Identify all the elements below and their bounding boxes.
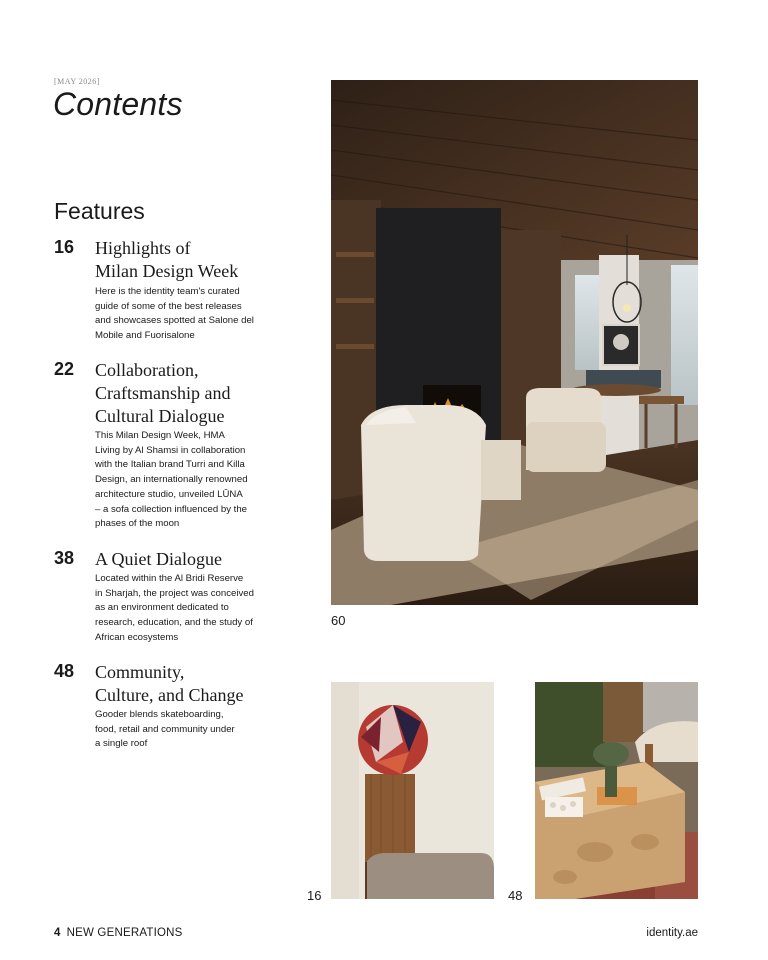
coffee-table-photo[interactable]	[535, 682, 698, 899]
footer-page-info	[54, 927, 183, 939]
feature-page-number: 22	[54, 359, 75, 379]
photo-caption-page: 48	[508, 888, 523, 903]
footer-section-name: NEW GENERATIONS	[66, 927, 183, 939]
footer-website-link[interactable]: identity.ae	[646, 927, 698, 939]
feature-description: Located within the Al Bridi Reserve in Sharjah, the project was conceived as an environment dedicated to research, education, and the study of African ecosystems	[95, 573, 254, 643]
feature-title[interactable]: Community, Culture, and Change	[95, 662, 244, 705]
footer-page-number: 4	[54, 927, 61, 939]
feature-description: Here is the identity team's curated guide of some of the best releases and showcases spotted at Salone del Mobile and Fuorisalone	[95, 286, 254, 342]
feature-description: This Milan Design Week, HMA Living by Al Shamsi in collaboration with the Italian brand Turri and Killa Design, an internationally renowned architecture studio, unveiled LŪNA – a sofa collection influenced by the phases of the moon	[95, 430, 248, 530]
feature-title[interactable]: Collaboration, Craftsmanship and Cultural Dialogue	[95, 360, 231, 426]
feature-description: Gooder blends skateboarding, food, retail and community under a single roof	[95, 709, 235, 750]
feature-page-number: 16	[54, 237, 75, 257]
feature-page-number: 48	[54, 661, 75, 681]
feature-title[interactable]: A Quiet Dialogue	[95, 549, 222, 569]
photo-caption-page: 16	[307, 888, 322, 903]
feature-page-number: 38	[54, 548, 75, 568]
page-title: Contents	[53, 86, 183, 122]
feature-title[interactable]: Highlights of Milan Design Week	[95, 238, 239, 281]
issue-date: [MAY 2026]	[54, 77, 100, 86]
photo-caption-page: 60	[331, 613, 346, 628]
chair-photo[interactable]	[331, 682, 494, 899]
section-title: Features	[54, 198, 145, 224]
living-room-photo[interactable]	[331, 80, 698, 605]
